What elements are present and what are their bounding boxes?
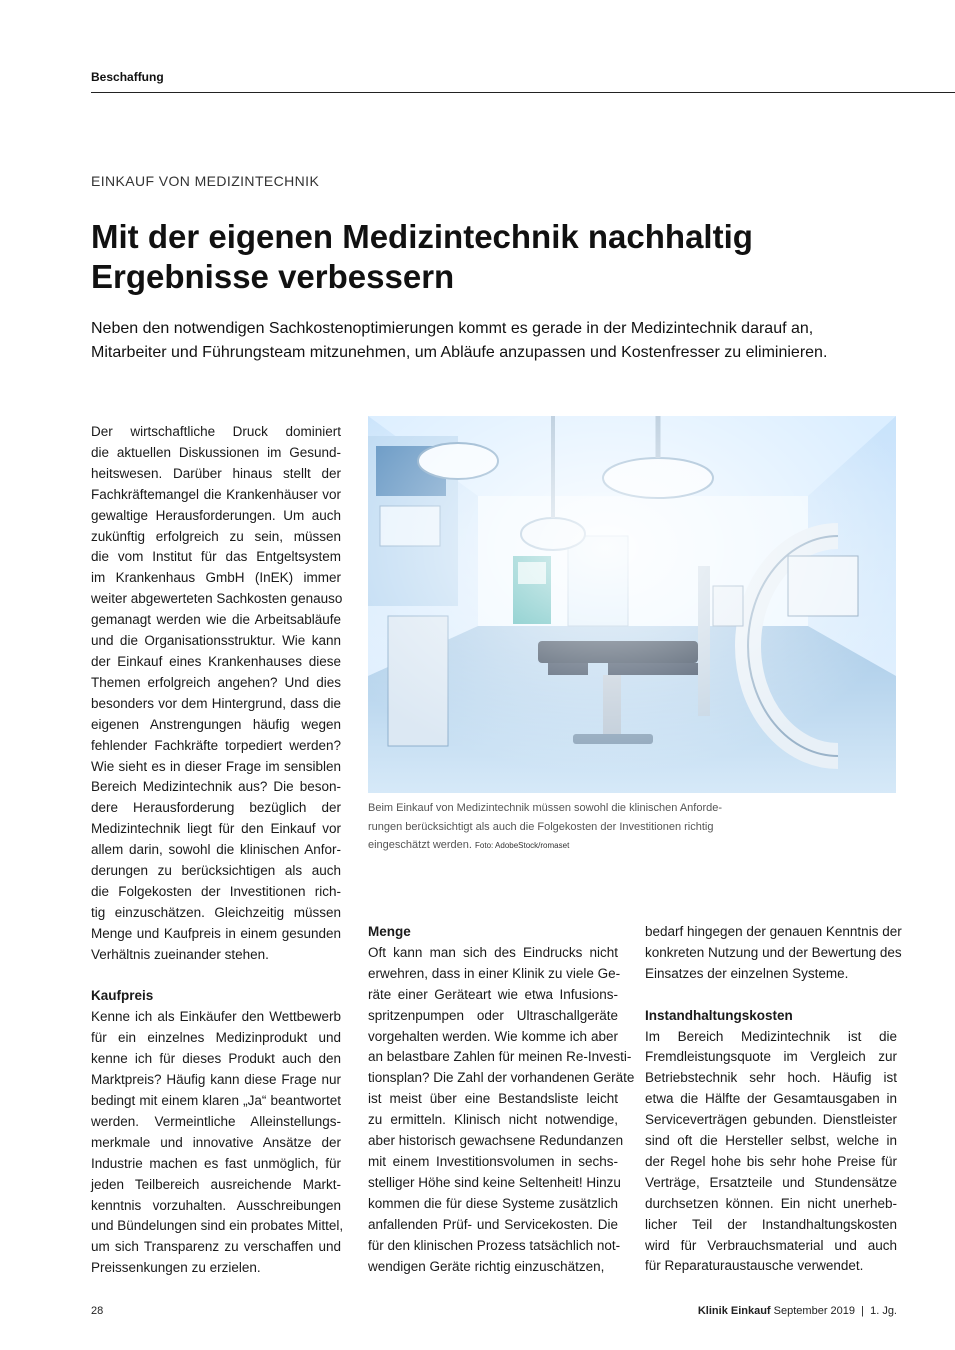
text-line: Verhältnis zueinander stehen. [91, 946, 269, 962]
text-line: kenntnis vorzuhalten. Ausschreibungen [91, 1197, 341, 1213]
text-line: der Regel hohe bis sehr hohe Preise für [645, 1153, 897, 1169]
publication-name: Klinik Einkauf [697, 1305, 771, 1317]
text-line: gemanagt werden wie die Arbeitsabläufe [91, 612, 341, 628]
text-line: bedingt mit einem klaren „Ja“ beantwortet [91, 1092, 341, 1108]
text-line: Medizintechnik liegt für den Einkauf vor [91, 821, 341, 837]
title-line: Ergebnisse verbessern [91, 258, 455, 295]
text-line: zukünftig erfolgreich zu sein, müssen [91, 528, 341, 544]
text-line: etwa die Hälfte der Gesamtausgaben in [645, 1091, 897, 1107]
text-line: kommen die für diese Systeme zusätzlich [368, 1195, 618, 1211]
intro-paragraph [91, 422, 341, 966]
text-line: besonders vor dem Hintergrund, dass die [91, 695, 341, 711]
text-line: Betriebstechnik sehr hoch. Häufig ist [645, 1070, 897, 1086]
text-line: Fachkräftemangel die Krankenhäuser vor [91, 486, 341, 502]
paragraph-gap [91, 966, 341, 987]
footer-publication-info [698, 1305, 897, 1317]
text-line: bedarf hingegen der genauen Kenntnis der [645, 924, 902, 939]
photo-credit: Foto: AdobeStock/romaset [475, 841, 570, 850]
text-line: der Einkauf eines Krankenhauses diese [91, 653, 341, 669]
text-line: Einsatzes der einzelnen Systeme. [645, 965, 849, 981]
text-line: heitswesen. Darüber hinaus stellt der [91, 465, 341, 481]
text-line: an belastbare Zahlen für meinen Re-Investi- [368, 1049, 632, 1065]
page-number: 28 [91, 1305, 104, 1317]
text-line: Verträge, Ersatzteile und Stundensätze [645, 1174, 897, 1190]
menge-paragraph [368, 943, 635, 1278]
article-lead [91, 317, 911, 365]
text-column-right [645, 922, 902, 1277]
lead-line: Neben den notwendigen Sachkostenoptimierungen kommt es gerade in der Medizintechnik darauf an, [91, 320, 814, 337]
text-line: wendigen Geräte richtig einzuschätzen, [368, 1258, 605, 1274]
text-line: licher Teil der Instandhaltungskosten [645, 1216, 897, 1232]
text-line: und die Organisationsstruktur. Wie kann [91, 633, 341, 649]
text-line: tionsplan? Die Zahl der vorhandenen Geräte [368, 1070, 635, 1086]
photo-caption [368, 799, 768, 856]
text-line: werden. Vermeintliche Alleinstellungs- [91, 1113, 341, 1129]
text-line: Fremdleistungsquote im Vergleich zur [645, 1049, 897, 1065]
text-line: fehlender Fachkräfte torpediert werden? [91, 737, 341, 753]
text-line: tig einzuschätzen. Gleichzeitig müssen [91, 904, 341, 920]
text-line: für den klinischen Prozess tatsächlich not- [368, 1237, 621, 1253]
section-rule [91, 92, 955, 93]
caption-line: Beim Einkauf von Medizintechnik müssen sowohl die klinischen Anforde- [368, 802, 723, 814]
menge-continued-paragraph [645, 922, 902, 985]
title-line: Mit der eigenen Medizintechnik nachhaltig [91, 218, 753, 255]
text-line: die vom Institut für das Entgeltsystem [91, 549, 341, 565]
text-line: kenne ich für dieses Produkt auch den [91, 1051, 341, 1067]
operating-room-photo [368, 416, 896, 793]
text-line: Der wirtschaftliche Druck dominiert [91, 424, 341, 439]
text-line: Oft kann man sich des Eindrucks nicht [368, 944, 618, 960]
article-title [91, 217, 911, 297]
text-line: die Folgekosten der Investitionen rich- [91, 883, 341, 899]
text-line: für Reparaturaustausche verwendet. [645, 1258, 864, 1274]
text-line: wird für Verbrauchsmaterial und auch [645, 1237, 897, 1253]
kaufpreis-paragraph [91, 1007, 344, 1279]
caption-last-line [368, 836, 768, 856]
text-line: durchsetzen können. Ein nicht unerheb- [645, 1195, 897, 1211]
section-label: Beschaffung [91, 70, 164, 84]
text-line: Wie sieht es in dieser Frage im sensiblen [91, 758, 341, 774]
menge-heading: Menge [368, 924, 411, 939]
text-line: Kenne ich als Einkäufer den Wettbewerb [91, 1009, 341, 1025]
text-line: sind oft die Hersteller selbst, welche in [645, 1133, 897, 1149]
text-line: Marktpreis? Häufig kann diese Frage nur [91, 1072, 341, 1088]
text-line: aber historisch gewachsene Redundanzen [368, 1133, 624, 1149]
text-column-middle [368, 922, 635, 1277]
text-line: im Krankenhaus GmbH (InEK) immer [91, 570, 341, 586]
caption-line: eingeschätzt werden. [368, 839, 472, 851]
text-line: ist meist über eine Bestandsliste leicht [368, 1091, 618, 1107]
text-line: Themen erfolgreich angehen? Und dies [91, 674, 341, 690]
text-line: Serviceverträgen gebunden. Dienstleister [645, 1112, 897, 1128]
text-line: um sich Transparenz zu verschaffen und [91, 1239, 341, 1255]
text-line: Bereich Medizintechnik aus? Die beson- [91, 779, 341, 795]
text-line: zu ermitteln. Klinisch nicht notwendige, [368, 1112, 618, 1128]
lead-line: Mitarbeiter und Führungsteam mitzunehmen, um Abläufe anzupassen und Kostenfresser zu eliminieren. [91, 344, 828, 361]
text-line: erwehren, dass in einer Klinik zu viele Ge- [368, 965, 621, 981]
text-column-left [91, 422, 344, 1279]
text-line: dere Herausforderung bezüglich der [91, 800, 341, 816]
text-line: räte einer Geräteart wie etwa Infusions- [368, 986, 618, 1002]
text-line: die aktuellen Diskussionen im Gesund- [91, 444, 341, 460]
text-line: konkreten Nutzung und der Bewertung des [645, 944, 902, 960]
text-line: anfallenden Prüf- und Servicekosten. Die [368, 1216, 618, 1232]
text-line: für ein einzelnes Medizinprodukt und [91, 1030, 341, 1046]
text-line: Industrie machen es fast unmöglich, für [91, 1155, 341, 1171]
text-line: Menge und Kaufpreis in einem gesunden [91, 925, 341, 941]
text-line: stelliger Höhe sind keine Seltenheit! Hinzu [368, 1174, 621, 1190]
text-line: mit einem Investitionsvolumen in sechs- [368, 1153, 618, 1169]
text-line: merkmale und innovative Ansätze der [91, 1134, 341, 1150]
text-line: eigenen Anstrengungen häufig wegen [91, 716, 341, 732]
text-line: jeden Teilbereich ausreichende Markt- [91, 1176, 341, 1192]
text-line: Im Bereich Medizintechnik ist die [645, 1028, 897, 1044]
text-line: gewaltige Herausforderungen. Um auch [91, 507, 341, 523]
text-line: allem darin, sowohl die klinischen Anfor- [91, 842, 341, 858]
issue-info: September 2019 | 1. Jg. [773, 1305, 897, 1317]
text-line: derungen zu berücksichtigen als auch [91, 863, 341, 879]
text-line: vorgehalten werden. Wie komme ich aber [368, 1028, 618, 1044]
article-kicker: EINKAUF VON MEDIZINTECHNIK [91, 173, 320, 189]
paragraph-gap [645, 985, 897, 1006]
kaufpreis-heading: Kaufpreis [91, 988, 154, 1004]
instandhaltung-paragraph [645, 1027, 897, 1278]
text-line: weiter abgewerteten Sachkosten genauso [91, 591, 343, 607]
text-line: spritzenpumpen oder Ultraschallgeräte [368, 1007, 618, 1023]
instandhaltung-heading: Instandhaltungskosten [645, 1007, 793, 1023]
text-line: Preissenkungen zu erzielen. [91, 1260, 261, 1276]
text-line: und Bündelungen sind ein probates Mittel, [91, 1218, 344, 1234]
caption-line: rungen berücksichtigt als auch die Folgekosten der Investitionen richtig [368, 820, 714, 833]
